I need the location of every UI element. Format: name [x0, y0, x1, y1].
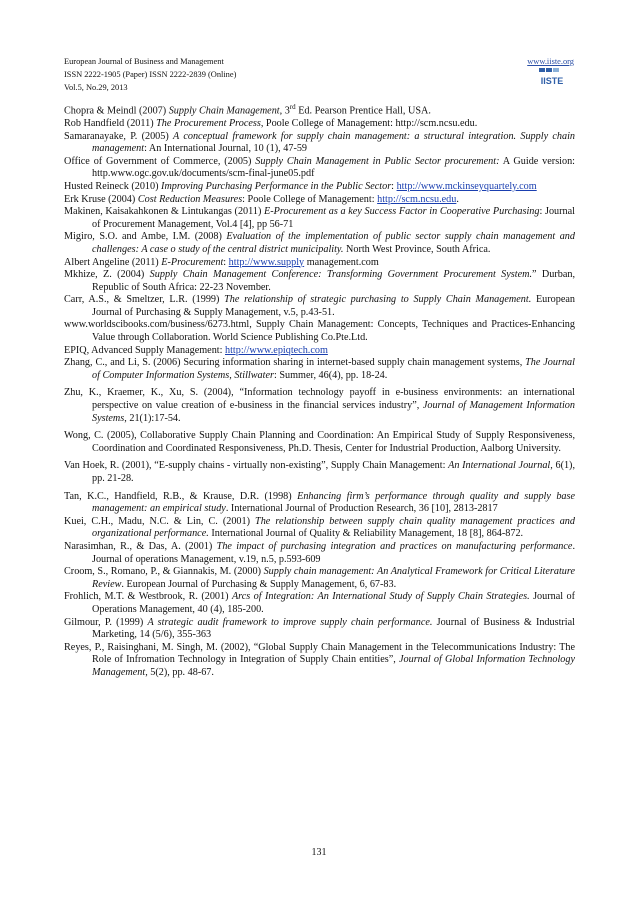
reference-text: E-Procurement as a key Success Factor in Cooperative Purchasing — [264, 206, 540, 218]
reference-text: Enhancing firm’s performance through quality and supply base management: an empirical study — [92, 490, 575, 515]
reference-item — [64, 257, 575, 270]
reference-item — [64, 319, 575, 344]
reference-text: A Guide version: http.www.ogc.gov.uk/documents/scm-final-june05.pdf — [92, 155, 576, 180]
reference-text: . European Journal of Purchasing & Supply Management, 6, 67-83. — [121, 578, 397, 590]
reference-text: EPIQ, Advanced Supply Management: — [64, 344, 225, 356]
reference-text: Reyes, P., Raisinghani, M. Singh, M. (2002), “Global Supply Chain Management in the Telecommunications Industry: The Role of Infromation Technology in Integration of Supply Chain entities”, — [64, 641, 575, 666]
reference-text: , 6(1), pp. 21-28. — [92, 460, 575, 485]
reference-item — [64, 491, 575, 516]
reference-item — [64, 617, 575, 642]
reference-text: www.worldscibooks.com/business/6273.html, Supply Chain Management: Concepts, Techniques and Practices-Enhancing Value through Collaboration. World Science Publishing Co.Pte.Ltd. — [64, 319, 575, 344]
reference-text: : Summer, 46(4), pp. 18-24. — [273, 369, 388, 381]
reference-text: Journal of Operations Management, 40 (4), 185-200. — [92, 591, 575, 615]
reference-text: A conceptual framework for supply chain management: a structural integration. Supply chain management — [92, 130, 575, 155]
reference-text: : An International Journal, 10 (1), 47-59 — [144, 143, 308, 155]
reference-text: ” Durban, Republic of South Africa: 22-23 November. — [92, 269, 575, 293]
reference-text: European Journal of Purchasing & Supply Management, v.5, p.43-51. — [92, 294, 575, 318]
reference-link[interactable]: http://www.supply — [228, 256, 305, 268]
reference-text: Van Hoek, R. (2001), “E-supply chains - virtually non-existing”, Supply Chain Management: — [64, 460, 449, 472]
reference-item — [64, 118, 575, 131]
reference-text: Supply Chain Management in Public Sector procurement: — [255, 155, 500, 167]
reference-text: : Journal of Procurement Management, Vol.4 [4], pp 56-71 — [92, 206, 575, 230]
reference-item — [64, 156, 575, 181]
reference-text: Supply Chain Management, — [168, 105, 283, 117]
reference-text: , 21(1):17-54. — [124, 412, 181, 424]
reference-item — [64, 194, 575, 207]
reference-item — [64, 591, 575, 616]
reference-link[interactable]: http://www.epiqtech.com — [225, 344, 328, 356]
issn-line: ISSN 2222-1905 (Paper) ISSN 2222-2839 (Online) — [64, 70, 237, 80]
reference-item — [64, 516, 575, 541]
reference-list — [64, 101, 575, 680]
reference-text: , 5(2), pp. 48-67. — [145, 666, 214, 678]
reference-item — [64, 387, 575, 425]
reference-text: Journal of Management Information Systems — [92, 400, 575, 424]
reference-item — [64, 642, 575, 680]
reference-text: Journal of Business & Industrial Marketing, 14 (5/6), 355-363 — [92, 616, 575, 641]
reference-item — [64, 460, 575, 485]
reference-link[interactable]: http://www.mckinseyquartely.com — [396, 180, 537, 192]
reference-text: Chopra & Meindl (2007) — [64, 105, 169, 117]
reference-text: Husted Reineck (2010) — [64, 180, 162, 192]
reference-text: Samaranayake, P. (2005) — [64, 130, 174, 142]
reference-text: : Poole College of Management: — [242, 193, 378, 205]
reference-item — [64, 430, 575, 455]
reference-text: Zhang, C., and Li, S. (2006) Securing information sharing in internet-based supply chain management systems, — [64, 357, 526, 369]
reference-text: A strategic audit framework to improve supply chain performance. — [147, 616, 433, 628]
reference-text: The relationship between supply chain quality management practices and organizational performance. — [92, 515, 575, 540]
reference-text: Kuei, C.H., Madu, N.C. & Lin, C. (2001) — [64, 515, 256, 527]
reference-text: Evaluation of the implementation of public sector supply chain management and challenges: A case o study of the central district municipality. — [92, 231, 575, 255]
reference-item — [64, 131, 575, 156]
iiste-logo-icon — [538, 67, 566, 89]
reference-text: The relationship of strategic purchasing to Supply Chain Management. — [224, 294, 532, 306]
reference-text: 3 — [282, 105, 290, 117]
journal-name: European Journal of Business and Management — [64, 57, 224, 66]
reference-text: E-Procurement — [161, 256, 224, 268]
reference-text: Migiro, S.O. and Ambe, I.M. (2008) — [64, 231, 227, 243]
reference-text: Tan, K.C., Handfield, R.B., & Krause, D.R. (1998) — [64, 490, 298, 502]
reference-text: Journal of Global Information Technology Management — [92, 654, 575, 678]
reference-text: rd — [289, 103, 296, 111]
reference-text: : — [223, 256, 229, 268]
reference-item — [64, 345, 575, 358]
reference-text: Erk Kruse (2004) — [64, 193, 138, 205]
reference-text: : — [391, 180, 397, 192]
reference-item — [64, 269, 575, 294]
page-number: 131 — [311, 847, 327, 858]
reference-text: , Poole College of Management: http://scm.ncsu.edu. — [260, 117, 478, 129]
reference-item — [64, 101, 575, 118]
reference-text: Wong, C. (2005), Collaborative Supply Chain Planning and Coordination: An Empirical Study of Supply Responsiveness, Coordination and Coordinated Responsiveness, Ph.D. Thesis, Center for Industrial Production, Aalborg University. — [64, 430, 575, 454]
journal-url-link[interactable]: www.iiste.org — [527, 57, 574, 66]
reference-text: Office of Government of Commerce, (2005) — [64, 155, 256, 167]
reference-item — [64, 357, 575, 382]
reference-item — [64, 294, 575, 319]
reference-text: The impact of purchasing integration and practices on manufacturing performance — [216, 540, 573, 552]
reference-text: Gilmour, P. (1999) — [64, 616, 148, 628]
reference-text: International Journal of Quality & Reliability Management, 18 [8], 864-872. — [208, 528, 524, 540]
reference-text: Zhu, K., Kraemer, K., Xu, S. (2004), “Information technology payoff in e-business environments: an international perspective on value creation of e-business in the financial services industry”, — [64, 387, 575, 412]
reference-item — [64, 206, 575, 231]
reference-text: Frohlich, M.T. & Westbrook, R. (2001) — [64, 591, 232, 603]
reference-text: Makinen, Kaisakahkonen & Lintukangas (2011) — [64, 206, 265, 218]
reference-text: Improving Purchasing Performance in the Public Sector — [161, 180, 392, 192]
logo-text: IISTE — [540, 76, 564, 86]
reference-text: Narasimhan, R., & Das, A. (2001) — [64, 540, 217, 552]
reference-text: The Procurement Process — [156, 117, 261, 129]
reference-item — [64, 541, 575, 566]
reference-text: North West Province, South Africa. — [343, 243, 491, 255]
reference-text: Carr, A.S., & Smeltzer, L.R. (1999) — [64, 294, 225, 306]
reference-item — [64, 566, 575, 591]
volume-line: Vol.5, No.29, 2013 — [64, 83, 128, 93]
reference-text: . International Journal of Production Research, 36 [10], 2813-2817 — [225, 503, 498, 515]
reference-text: Croom, S., Romano, P., & Giannakis, M. (2000) — [64, 566, 264, 578]
reference-link[interactable]: http://scm.ncsu.edu — [377, 193, 457, 205]
reference-item — [64, 181, 575, 194]
reference-text: Cost Reduction Measures — [137, 193, 243, 205]
reference-text: Albert Angeline (2011) — [64, 256, 162, 268]
reference-text: Mkhize, Z. (2004) — [64, 269, 150, 281]
reference-text: The Journal of Computer Information Systems, Stillwater — [92, 357, 575, 381]
reference-text: . Journal of operations Management, v.19, n.5, p.593-609 — [92, 540, 575, 565]
reference-text: . — [456, 193, 459, 205]
reference-text: management.com — [304, 256, 379, 268]
reference-text: An International Journal — [448, 460, 551, 472]
reference-text: Rob Handfield (2011) — [64, 117, 157, 129]
page-header — [64, 55, 574, 95]
reference-item — [64, 231, 575, 256]
reference-text: Supply Chain Management Conference: Transforming Government Procurement System. — [149, 269, 533, 281]
reference-text: Arcs of Integration: An International Study of Supply Chain Strategies. — [231, 591, 530, 603]
reference-text: Ed. Pearson Prentice Hall, USA. — [295, 105, 431, 117]
reference-text: Supply chain management: An Analytical Framework for Critical Literature Review — [92, 566, 575, 590]
